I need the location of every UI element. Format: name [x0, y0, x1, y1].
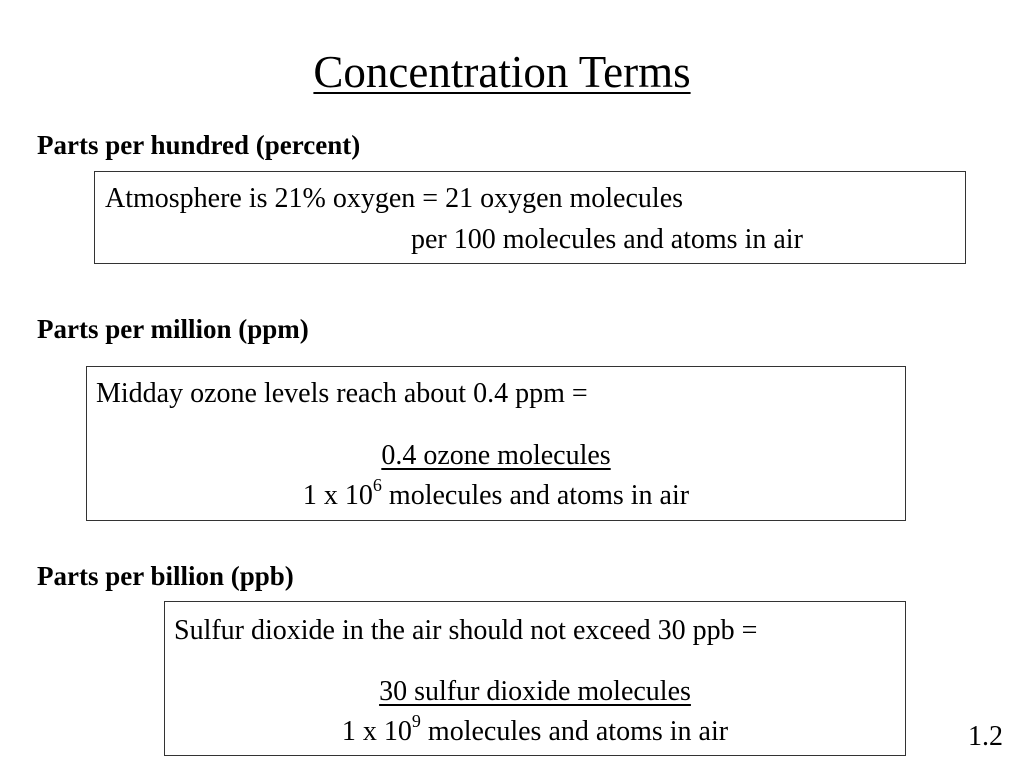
ppm-fraction-denominator — [87, 474, 905, 513]
ppb-denominator-exponent: 9 — [411, 710, 421, 731]
example-box-ppm — [86, 366, 906, 521]
ppb-example-statement: Sulfur dioxide in the air should not exceed 30 ppb = — [174, 615, 758, 646]
slide-title: Concentration Terms — [313, 47, 691, 97]
ppb-numerator-text: 30 sulfur dioxide molecules — [379, 676, 691, 707]
percent-example-line-2: per 100 molecules and atoms in air — [411, 224, 803, 255]
slide-number: 1.2 — [968, 721, 1003, 752]
ppm-denominator-base: 1 x 10 — [302, 480, 373, 511]
ppm-example-statement: Midday ozone levels reach about 0.4 ppm = — [96, 378, 588, 409]
example-box-ppb — [164, 601, 906, 756]
ppb-denominator-rest: molecules and atoms in air — [420, 716, 729, 747]
ppm-denominator-exponent: 6 — [372, 474, 382, 495]
ppm-numerator-text: 0.4 ozone molecules — [381, 440, 611, 471]
ppb-denominator-base: 1 x 10 — [341, 716, 412, 747]
ppm-fraction-numerator — [87, 439, 905, 473]
example-box-percent — [94, 171, 966, 264]
heading-parts-per-billion: Parts per billion (ppb) — [37, 561, 294, 591]
ppb-fraction-numerator — [165, 675, 905, 709]
ppm-denominator-rest: molecules and atoms in air — [381, 480, 690, 511]
percent-example-line-1: Atmosphere is 21% oxygen = 21 oxygen molecules — [105, 183, 684, 214]
ppb-fraction-denominator — [165, 710, 905, 749]
heading-parts-per-million: Parts per million (ppm) — [37, 314, 309, 344]
heading-parts-per-hundred: Parts per hundred (percent) — [37, 130, 361, 160]
